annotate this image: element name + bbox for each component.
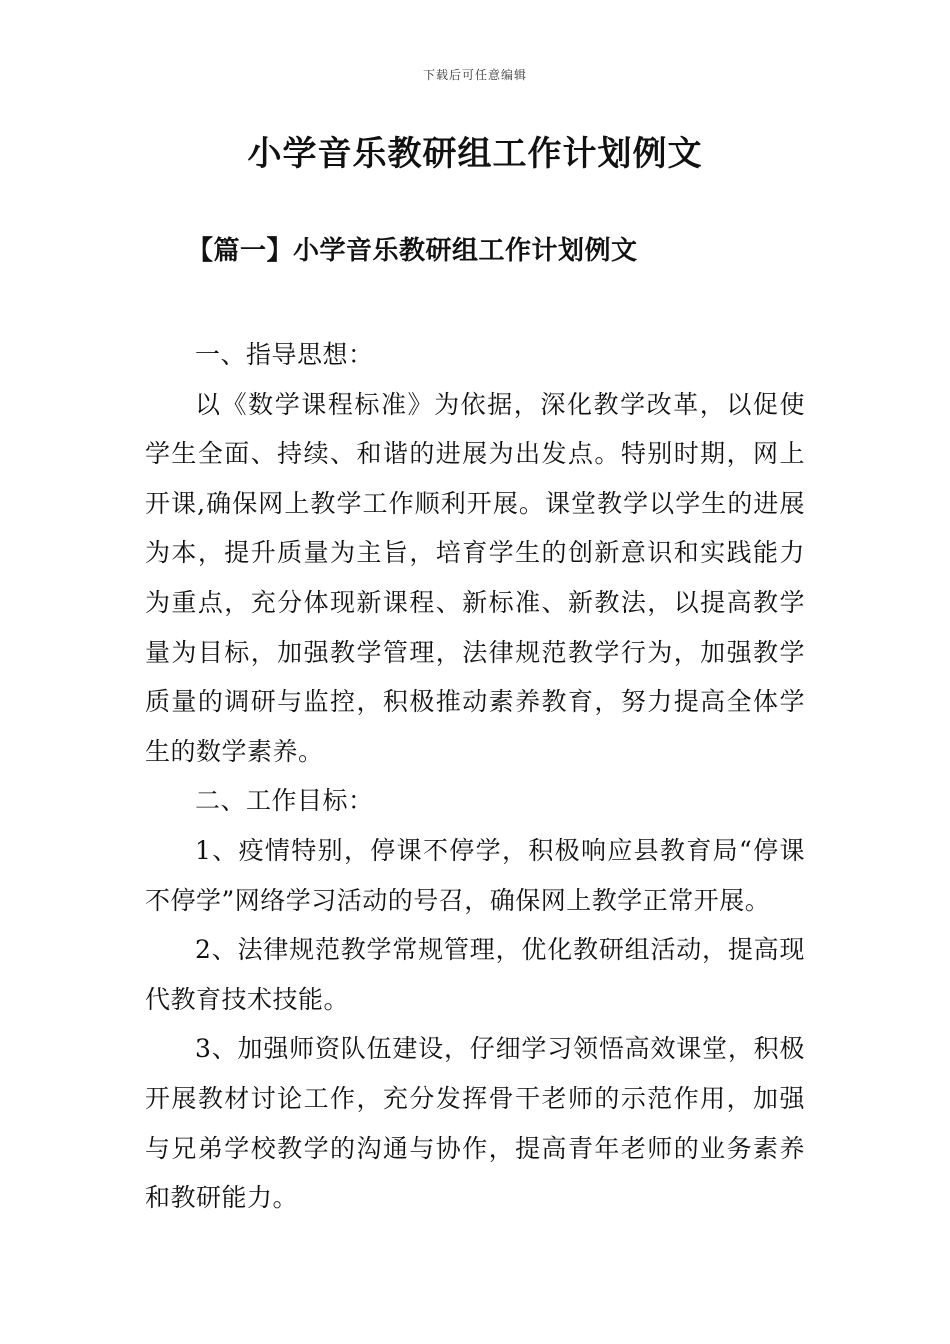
document-body: [145, 330, 805, 1223]
header-note: 下载后可任意编辑: [422, 68, 527, 82]
paragraph-goal-1: 1、疫情特别，停课不停学，积极响应县教育局“停课不停学”网络学习活动的号召，确保网上教学正常开展。: [145, 835, 805, 915]
document-title: 小学音乐教研组工作计划例文: [247, 134, 703, 174]
section-title: 【篇一】小学音乐教研组工作计划例文: [187, 236, 638, 266]
heading-work-goals: 二、工作目标：: [195, 786, 374, 816]
paragraph-guiding-thought: 以《数学课程标准》为依据，深化教学改革，以促使学生全面、持续、和谐的进展为出发点。特别时期，网上开课,确保网上教学工作顺利开展。课堂教学以学生的进展为本，提升质量为主旨，培育学生的创新意识和实践能力为重点，充分体现新课程、新标准、新教法，以提高教学量为目标，加强教学管理，法律规范教学行为，加强教学质量的调研与监控，积极推动素养教育，努力提高全体学生的数学素养。: [145, 389, 805, 766]
heading-guiding-thought: 一、指导思想：: [195, 340, 374, 369]
paragraph-goal-3: 3、加强师资队伍建设，仔细学习领悟高效课堂，积极开展教材讨论工作，充分发挥骨干老师的示范作用，加强与兄弟学校教学的沟通与协作，提高青年老师的业务素养和教研能力。: [145, 1034, 805, 1213]
paragraph-goal-2: 2、法律规范教学常规管理，优化教研组活动，提高现代教育技术技能。: [145, 935, 805, 1014]
